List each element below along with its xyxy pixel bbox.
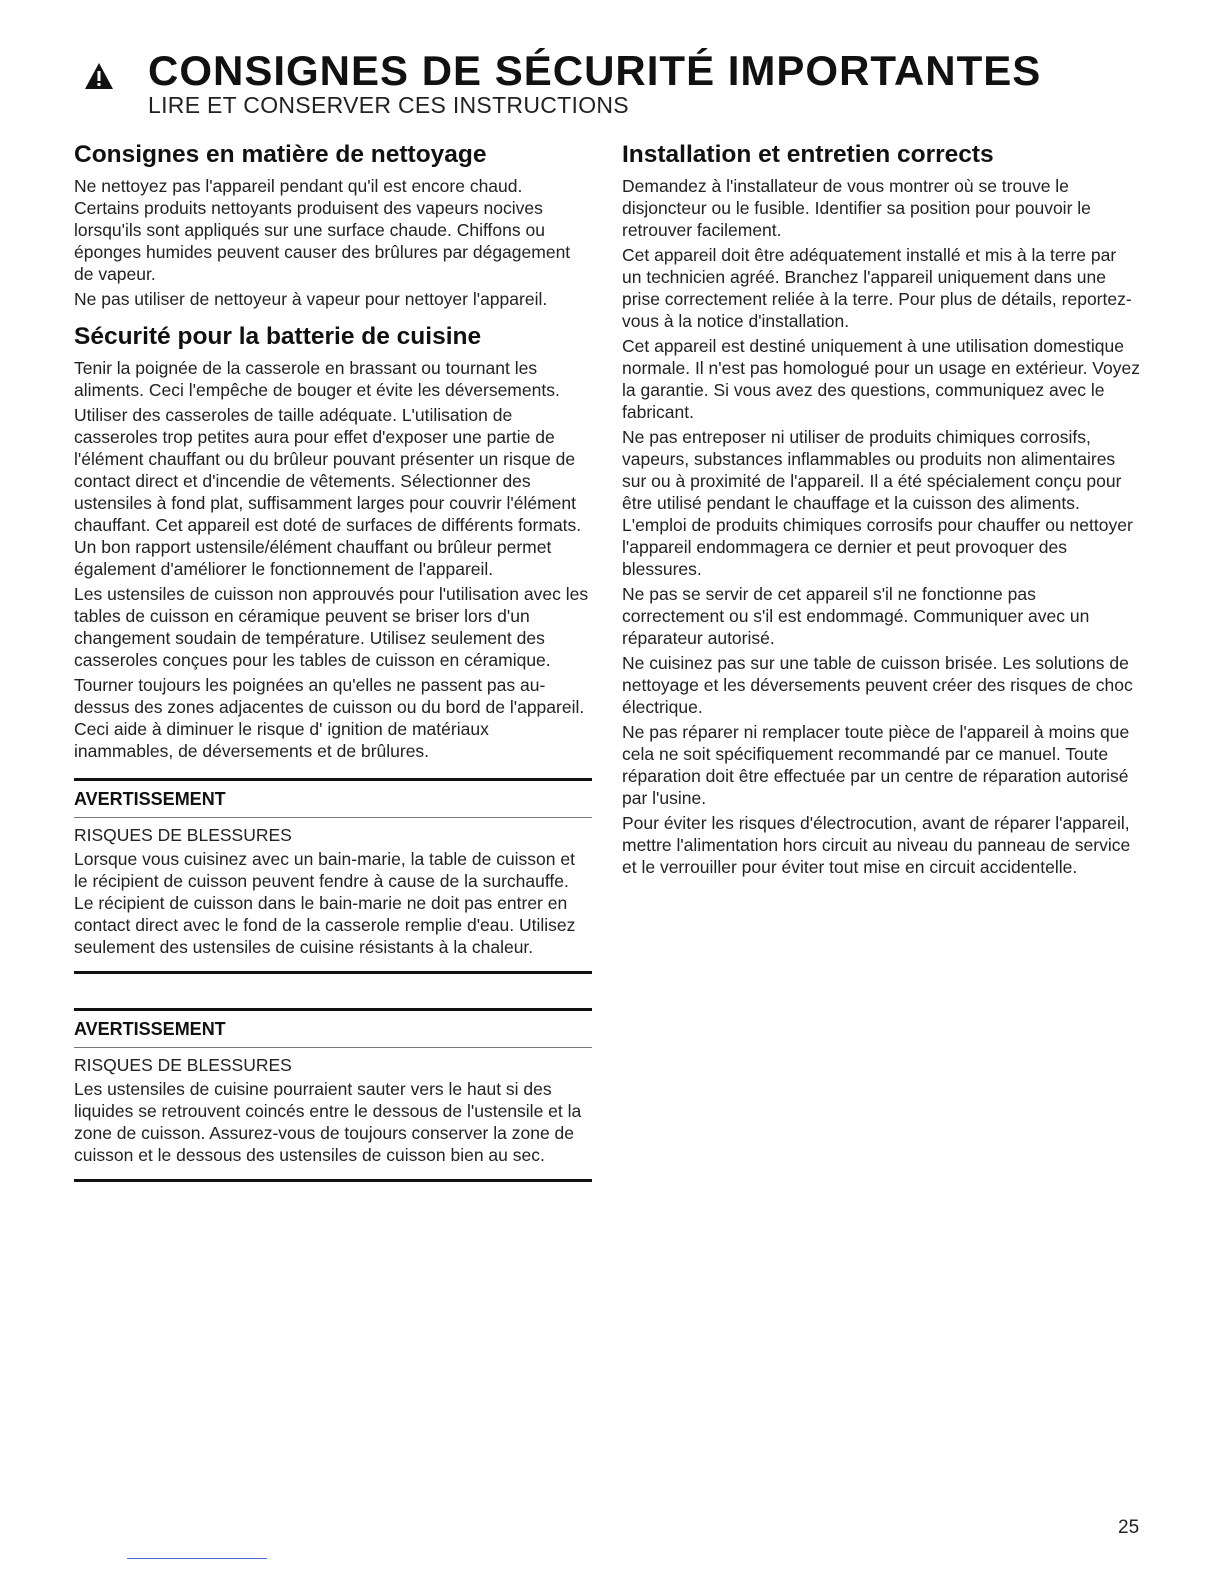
footer-rule [127, 1558, 267, 1559]
right-column [622, 140, 1140, 881]
warning-box-liquids [74, 1008, 592, 1182]
paragraph: Utiliser des casseroles de taille adéquate. L'utilisation de casseroles trop petites aura pour effet d'exposer une partie de l'élément chauffant ou du brûleur pouvant présenter un risque de contact direct et d'incendie de vêtements. Sélectionner des ustensiles à fond plat, suffisamment larges pour couvrir l'élément chauffant. Cet appareil est doté de surfaces de différents formats. Un bon rapport ustensile/élément chauffant ou brûleur permet également d'améliorer le fonctionnement de l'appareil. [74, 405, 582, 579]
paragraph: Cet appareil doit être adéquatement installé et mis à la terre par un technicien agréé. Branchez l'appareil uniquement dans une prise correctement reliée à la terre. Pour plus de détails, reportez-vous à la notice d'installation. [622, 245, 1132, 331]
warning-box-bain-marie [74, 778, 592, 974]
page-title: CONSIGNES DE SÉCURITÉ IMPORTANTES [148, 47, 1042, 94]
cookware-heading: Sécurité pour la batterie de cuisine [74, 323, 482, 350]
page-number: 25 [1118, 1517, 1140, 1538]
warning-label: AVERTISSEMENT [74, 1017, 592, 1048]
warning-text: Lorsque vous cuisinez avec un bain-marie, la table de cuisson et le récipient de cuisson peuvent fendre à cause de la surchauffe. Le récipient de cuisson dans le bain-marie ne doit pas entrer en contact direct avec le fond de la casserole remplie d'eau. Utilisez seulement des ustensiles de cuisine résistants à la chaleur. [74, 849, 576, 957]
warning-subtitle: RISQUES DE BLESSURES [74, 825, 292, 845]
paragraph: Les ustensiles de cuisson non approuvés pour l'utilisation avec les tables de cuisson en céramique peuvent se briser lors d'un changement soudain de température. Utilisez seulement des casseroles conçues pour les tables de cuisson en céramique. [74, 584, 589, 670]
warning-subtitle: RISQUES DE BLESSURES [74, 1055, 292, 1075]
left-column [74, 140, 592, 1182]
paragraph: Ne pas utiliser de nettoyeur à vapeur pour nettoyer l'appareil. [74, 289, 548, 309]
paragraph: Ne pas entreposer ni utiliser de produits chimiques corrosifs, vapeurs, substances inflammables ou produits non alimentaires sur ou à proximité de l'appareil. Il a été spécialement conçu pour être utilisé pendant le chauffage et la cuisson des aliments. L'emploi de produits chimiques corrosifs pour chauffer ou nettoyer l'appareil endommagera ce dernier et peut provoquer des blessures. [622, 427, 1133, 579]
paragraph: Tourner toujours les poignées an qu'elles ne passent pas au-dessus des zones adjacentes de cuisson ou du bord de l'appareil. Ceci aide à diminuer le risque d' ignition de matériaux inammables, de déversements et de brûlures. [74, 675, 585, 761]
cookware-section [74, 322, 592, 762]
warning-text: Les ustensiles de cuisine pourraient sauter vers le haut si des liquides se retrouvent coincés entre le dessous de l'ustensile et la zone de cuisson. Assurez-vous de toujours conserver la zone de cuisson et le dessous des ustensiles de cuisson bien au sec. [74, 1079, 582, 1165]
paragraph: Tenir la poignée de la casserole en brassant ou tournant les aliments. Ceci l'empêche de bouger et évite les déversements. [74, 358, 560, 400]
paragraph: Demandez à l'installateur de vous montrer où se trouve le disjoncteur ou le fusible. Identifier sa position pour pouvoir le retrouver facilement. [622, 176, 1091, 240]
warning-triangle-icon [84, 62, 114, 90]
paragraph: Cet appareil est destiné uniquement à une utilisation domestique normale. Il n'est pas homologué pour un usage en extérieur. Voyez la garantie. Si vous avez des questions, communiquez avec le fabricant. [622, 336, 1140, 422]
cleaning-heading: Consignes en matière de nettoyage [74, 141, 487, 168]
installation-section [622, 140, 1140, 878]
paragraph: Ne pas réparer ni remplacer toute pièce de l'appareil à moins que cela ne soit spécifiquement recommandé par ce manuel. Toute réparation doit être effectuée par un centre de réparation autorisé par l'usine. [622, 722, 1130, 808]
paragraph: Pour éviter les risques d'électrocution, avant de réparer l'appareil, mettre l'alimentation hors circuit au niveau du panneau de service et le verrouiller pour éviter tout mise en circuit accidentelle. [622, 813, 1131, 877]
installation-heading: Installation et entretien corrects [622, 141, 994, 168]
paragraph: Ne pas se servir de cet appareil s'il ne fonctionne pas correctement ou s'il est endommagé. Communiquer avec un réparateur autorisé. [622, 584, 1090, 648]
warning-label: AVERTISSEMENT [74, 787, 592, 818]
paragraph: Ne cuisinez pas sur une table de cuisson brisée. Les solutions de nettoyage et les déversements peuvent créer des risques de choc électrique. [622, 653, 1133, 717]
page-subtitle: LIRE ET CONSERVER CES INSTRUCTIONS [148, 92, 629, 118]
cleaning-section [74, 140, 592, 310]
paragraph: Ne nettoyez pas l'appareil pendant qu'il est encore chaud. Certains produits nettoyants produisent des vapeurs nocives lorsqu'ils sont appliqués sur une surface chaude. Chiffons ou éponges humides peuvent causer des brûlures par dégagement de vapeur. [74, 176, 571, 284]
